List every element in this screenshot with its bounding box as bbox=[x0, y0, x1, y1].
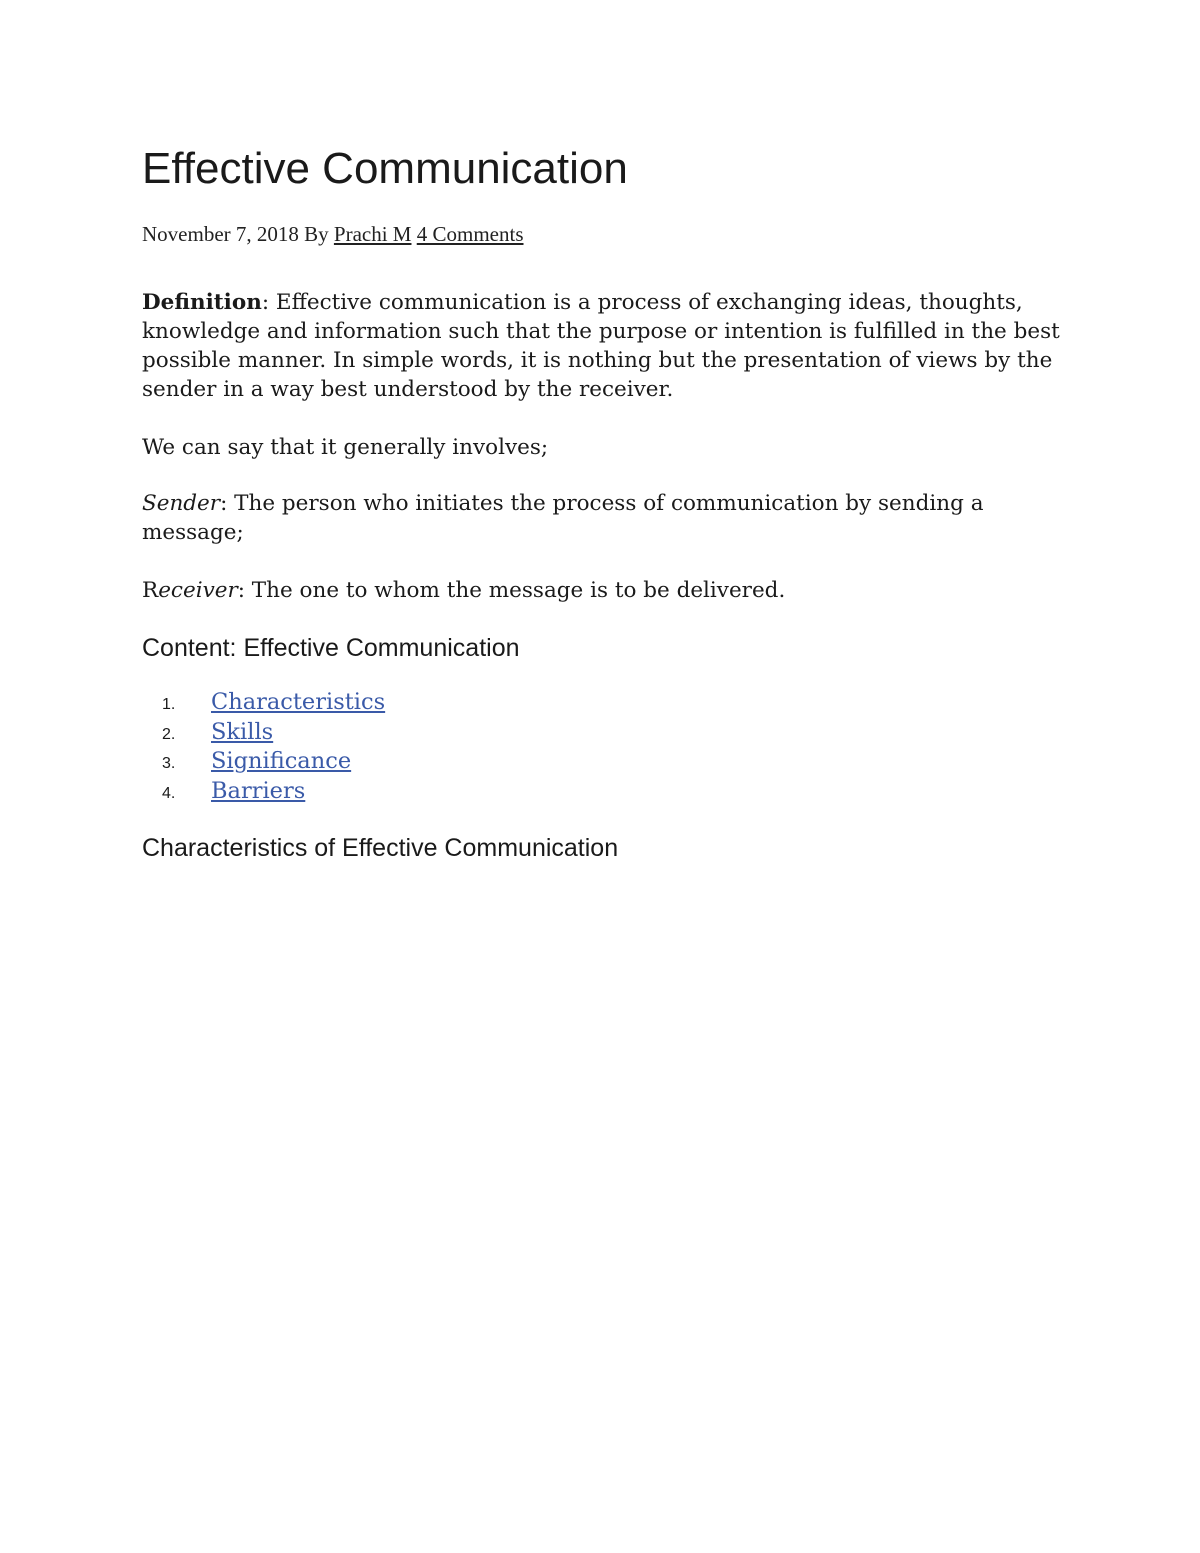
toc-item bbox=[162, 777, 1062, 807]
receiver-paragraph bbox=[142, 576, 1062, 605]
toc-item bbox=[162, 747, 1062, 777]
toc-link-characteristics[interactable]: Characteristics bbox=[211, 689, 386, 715]
document-page bbox=[142, 140, 1062, 864]
sender-text: : The person who initiates the process of communication by sending a message; bbox=[142, 491, 984, 545]
sender-paragraph bbox=[142, 489, 1062, 547]
table-of-contents bbox=[162, 688, 1062, 806]
sender-term: Sender bbox=[142, 491, 221, 516]
toc-number: 2. bbox=[162, 725, 176, 743]
receiver-term-rest: eceiver bbox=[158, 578, 238, 603]
toc-item bbox=[162, 718, 1062, 748]
post-date: November 7, 2018 By bbox=[142, 222, 334, 246]
content-heading: Content: Effective Communication bbox=[142, 634, 520, 662]
toc-number: 4. bbox=[162, 784, 176, 802]
post-meta bbox=[142, 220, 1062, 248]
toc-link-significance[interactable]: Significance bbox=[211, 748, 352, 774]
definition-text: : Effective communication is a process of exchanging ideas, thoughts, knowledge and information such that the purpose or intention is fulfilled in the best possible manner. In simple words, it is nothing but the presentation of views by the sender in a way best understood by the receiver. bbox=[142, 290, 1060, 402]
toc-item bbox=[162, 688, 1062, 718]
toc-link-barriers[interactable]: Barriers bbox=[211, 777, 306, 804]
receiver-term-initial: R bbox=[142, 578, 159, 603]
page-title: Effective Communication bbox=[142, 144, 628, 193]
toc-number: 1. bbox=[162, 696, 176, 713]
definition-paragraph bbox=[142, 288, 1062, 404]
involves-paragraph: We can say that it generally involves; bbox=[142, 435, 549, 460]
definition-term: Definition bbox=[142, 290, 262, 315]
comments-link[interactable]: 4 Comments bbox=[416, 222, 524, 246]
author-link[interactable]: Prachi M bbox=[333, 222, 412, 246]
characteristics-heading: Characteristics of Effective Communication bbox=[142, 834, 619, 862]
receiver-text: : The one to whom the message is to be delivered. bbox=[237, 578, 786, 603]
toc-number: 3. bbox=[162, 755, 176, 772]
toc-link-skills[interactable]: Skills bbox=[211, 718, 274, 745]
